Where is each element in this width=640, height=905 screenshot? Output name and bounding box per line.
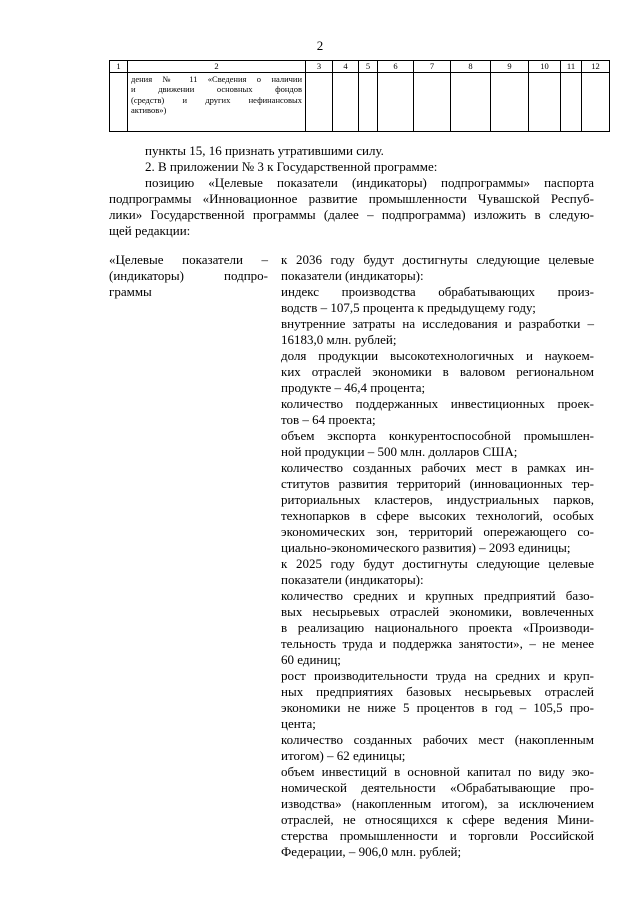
indicator-line: 16183,0 млн. рублей; [281,332,397,347]
body-line: пункты 15, 16 признать утратившими силу. [145,143,384,158]
column-header: 11 [561,61,582,73]
indicator-line: тов – 64 проекта; [281,412,376,427]
indicator-line: экономических зон, территорий опережающего со- [281,524,594,539]
indicator-line: отраслей, не относящихся к сфере ведения Мини- [281,812,594,827]
indicator-line: количество созданных рабочих мест (накопленным [281,732,594,747]
body-line: лики» Государственной программы (далее – подпрограмма) изложить в следую- [109,207,594,222]
body-line: щей редакции: [109,223,191,238]
indicator-line: тельность труда и поддержка занятости», – не менее [281,636,594,651]
table-cell [378,72,414,131]
indicator-line: цента; [281,716,316,731]
column-header: 1 [110,61,128,73]
indicator-line: рост производительности труда на средних и круп- [281,668,594,683]
indicator-line: 60 единиц; [281,652,341,667]
table-cell [110,72,128,131]
body-line: 2. В приложении № 3 к Государственной программе: [145,159,438,174]
indicator-line: риториальных кластеров, индустриальных парков, [281,492,594,507]
indicator-line: экономики не ниже 5 процентов в год – 105,5 про- [281,700,594,715]
indicator-line: в реализацию национального проекта «Производи- [281,620,594,635]
cell-line: дения № 11 «Сведения о наличии [131,73,302,84]
indicator-line: доля продукции высокотехнологичных и наукоем- [281,348,594,363]
table-cell [529,72,561,131]
cell-line: активов») [131,105,167,115]
position-label-line: (индикаторы) подпро- [109,268,268,283]
indicator-line: показатели (индикаторы): [281,572,424,587]
indicator-line: ной продукции – 500 млн. долларов США; [281,444,518,459]
table-cell [414,72,451,131]
indicator-line: ных предприятиях базовых несырьевых отраслей [281,684,594,699]
cell-line: и движении основных фондов [131,84,302,94]
indicator-line: показатели (индикаторы): [281,268,424,283]
indicator-line: к 2036 году будут достигнуты следующие целевые [281,252,594,267]
page-number: 2 [316,38,324,53]
table-cell [582,72,610,131]
column-header: 9 [491,61,529,73]
table-row [110,72,610,131]
table-cell [491,72,529,131]
table-header-row [110,61,610,73]
indicator-line: количество созданных рабочих мест в рамках ин- [281,460,594,475]
body-line: позицию «Целевые показатели (индикаторы) подпрограммы» паспорта [145,175,594,190]
cell-line: (средств) и других нефинансовых [131,94,302,105]
indicator-line: продукте – 46,4 процента; [281,380,426,395]
body-line: подпрограммы «Инновационное развитие промышленности Чувашской Респуб- [109,191,594,206]
table-cell [561,72,582,131]
indicator-line: вых несырьевых отраслей экономики, вовлеченных [281,604,594,619]
indicator-line: номической деятельности «Обрабатывающие про- [281,780,594,795]
column-header: 12 [582,61,610,73]
indicator-line: технопарков в сфере высоких технологий, особых [281,508,594,523]
continuation-table [109,60,610,132]
table-cell [359,72,378,131]
indicator-line: объем инвестиций в основной капитал по виду эко- [281,764,594,779]
indicator-line: изводства» (накопленным итогом), за исключением [281,796,594,811]
indicator-line: циально-экономического развития) – 2093 единицы; [281,540,571,555]
column-header: 7 [414,61,451,73]
position-label-line: «Целевые показатели – [109,252,268,267]
table-cell [451,72,491,131]
indicator-line: количество средних и крупных предприятий базо- [281,588,594,603]
indicator-line: ких отраслей экономики в валовом региональном [281,364,594,379]
column-header: 6 [378,61,414,73]
column-header: 2 [128,61,306,73]
column-header: 5 [359,61,378,73]
indicator-line: к 2025 году будут достигнуты следующие целевые [281,556,594,571]
table-cell [333,72,359,131]
indicator-line: объем экспорта конкурентоспособной промышлен- [281,428,594,443]
indicator-line: стерства промышленности и торговли Российской [281,828,594,843]
column-header: 10 [529,61,561,73]
indicator-line: внутренние затраты на исследования и разработки – [281,316,594,331]
table-cell-text [128,72,306,131]
indicator-line: количество поддержанных инвестиционных проек- [281,396,594,411]
indicator-line: Федерации, – 906,0 млн. рублей; [281,844,462,859]
column-header: 8 [451,61,491,73]
indicator-line: ститутов развития территорий (инновационных тер- [281,476,594,491]
indicator-line: водств – 107,5 процента к предыдущему году; [281,300,536,315]
column-header: 3 [306,61,333,73]
indicator-line: итогом) – 62 единицы; [281,748,406,763]
table-cell [306,72,333,131]
indicator-line: индекс производства обрабатывающих произ- [281,284,594,299]
position-label-line: граммы [109,284,152,299]
column-header: 4 [333,61,359,73]
